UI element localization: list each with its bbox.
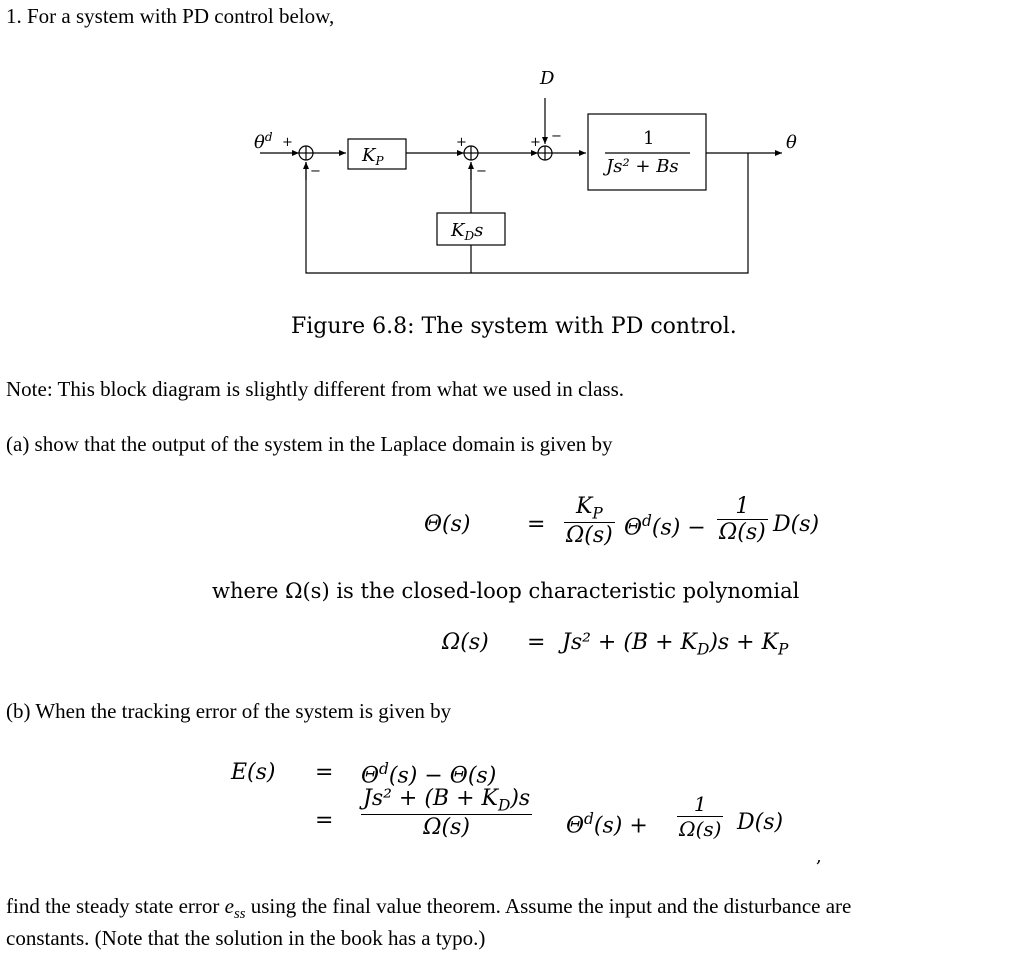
svg-text:−: − bbox=[551, 129, 562, 144]
part-b-text: (b) When the tracking error of the system is given by bbox=[6, 699, 452, 723]
question-intro: 1. For a system with PD control below, bbox=[6, 4, 335, 28]
svg-text:−: − bbox=[476, 164, 487, 179]
note-text: Note: This block diagram is slightly different from what we used in class. bbox=[6, 377, 625, 401]
input-label: $\theta^d$ bbox=[254, 130, 273, 153]
svg-text:−: − bbox=[310, 164, 321, 179]
ess-symbol: $e_{ss}$ bbox=[224, 894, 246, 923]
disturbance-label: D bbox=[540, 68, 555, 89]
plant-numerator: 1 bbox=[643, 128, 655, 149]
svg-text:+: + bbox=[530, 135, 541, 150]
figure-caption: Figure 6.8: The system with PD control. bbox=[291, 314, 737, 339]
find-text-line1: find the steady state error $e_{ss}$ using the final value theorem. Assume the input and the disturbance are bbox=[6, 894, 852, 923]
block-diagram bbox=[240, 60, 810, 285]
plant-block bbox=[588, 114, 706, 190]
part-a-text: (a) show that the output of the system in the Laplace domain is given by bbox=[6, 432, 613, 456]
kd-label: $K_Ds$ bbox=[451, 220, 484, 243]
output-label: θ bbox=[786, 132, 797, 153]
svg-text:+: + bbox=[282, 135, 293, 150]
find-text-line2: constants. (Note that the solution in the book has a typo.) bbox=[6, 926, 486, 950]
plant-denominator: Js² + Bs bbox=[606, 156, 679, 177]
where-text: where Ω(s) is the closed-loop characteristic polynomial bbox=[212, 579, 800, 603]
svg-text:+: + bbox=[456, 135, 467, 150]
kp-label: $K_P$ bbox=[362, 145, 384, 168]
